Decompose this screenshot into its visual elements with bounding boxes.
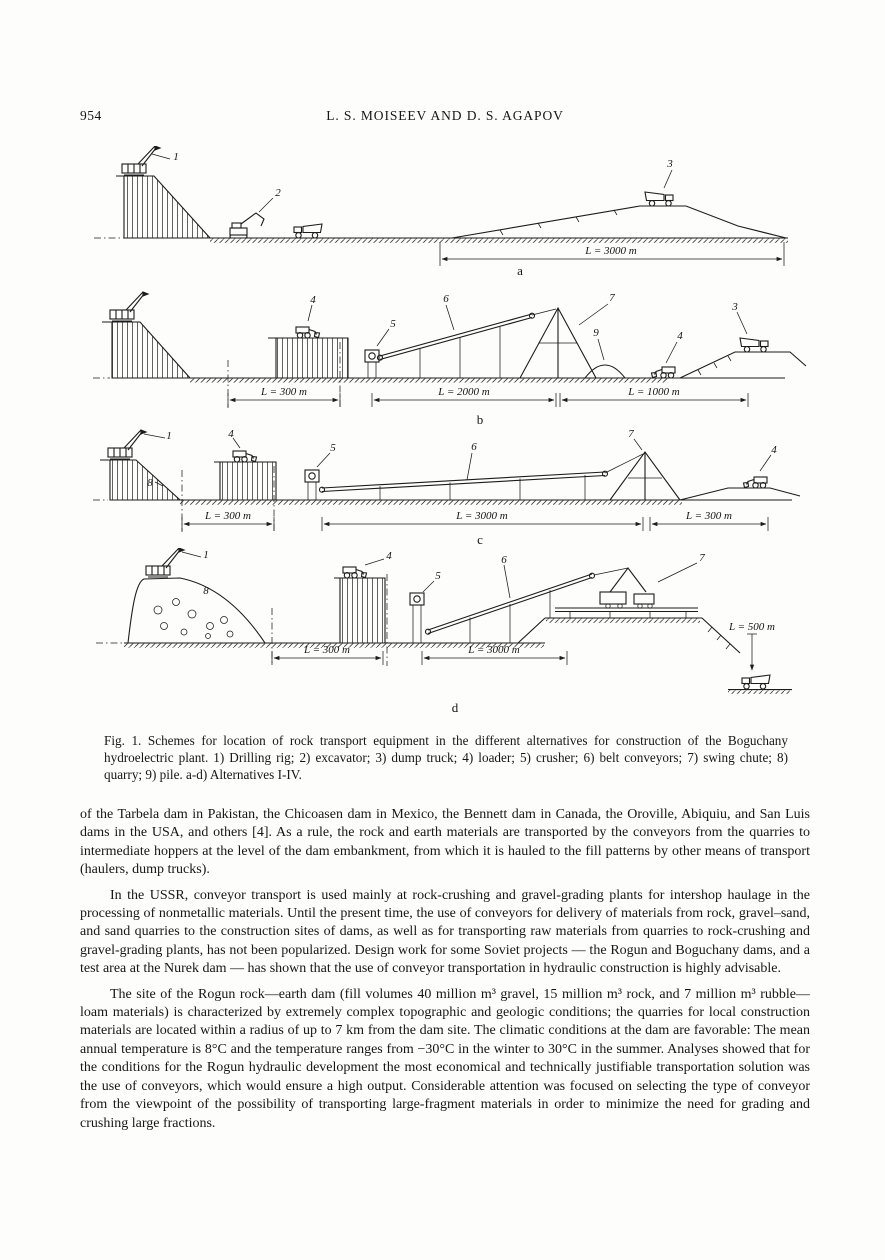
scheme-label: d [451,700,459,715]
callout-4 [365,550,392,565]
loader [652,367,676,378]
dimension-1 [440,242,784,266]
belt-conveyor [378,313,535,378]
svg-text:8: 8 [203,585,209,597]
callout-4b [666,330,683,363]
svg-text:4: 4 [677,330,683,342]
crusher-supports [308,482,316,500]
loader [744,477,768,488]
paragraph-3: The site of the Rogun rock—earth dam (fill volumes 40 million m³ gravel, 15 million m³ rock, and 7 million m³ rubble—loam materials) is characterized by extremely complex topographic and geologic conditions; the quarries for local construction materials are located within a radius of up to 7 km from the dam site. The climatic conditions at the dam are favorable: The mean annual temperature is 8°C and the temperature ranges from −30°C in the winter to 30°C in the summer. Analyses showed that for the conditions for the Rogun hydraulic development the most economical and technically justifiable transportation solution was the use of conveyors, which would ensure a high output. Considerable attention was focused on selecting the type of conveyor from the viewpoint of the possibility of transporting large-fragment materials in order to minimize the need for grading and crushing large fractions. [80,986,810,1131]
pile [585,365,625,378]
drilling-rig [122,146,160,175]
svg-text:L = 3000 m: L = 3000 m [456,510,508,522]
svg-text:6: 6 [501,554,507,566]
page-header [80,108,810,128]
drilling-rig [110,292,148,321]
dump-truck [740,338,768,352]
callout-5 [423,570,441,592]
callout-3 [664,158,673,188]
scheme-label: b [476,412,484,427]
crusher-supports [368,362,376,378]
figure-1 [80,146,810,783]
svg-text:1: 1 [203,549,209,561]
svg-text:4: 4 [386,550,392,562]
svg-text:6: 6 [443,293,449,305]
swing-chute [555,568,698,618]
callout-7 [658,552,705,582]
svg-text:2: 2 [275,187,281,199]
excavator [230,213,264,238]
loader [296,327,320,338]
callout-6 [501,554,510,598]
svg-text:3: 3 [732,301,738,313]
callout-5 [377,318,396,346]
svg-text:5: 5 [390,318,396,330]
crusher [410,593,424,605]
dimension-2 [372,386,556,407]
callout-1 [144,430,172,442]
belt-conveyor [320,471,608,500]
dimension-1 [182,510,274,531]
svg-text:L = 3000 m: L = 3000 m [468,644,520,656]
dimension-3 [650,510,768,531]
figure-caption: Fig. 1. Schemes for location of rock transport equipment in the different alternatives for construction of the Boguchany hydroelectric plant. 1) Drilling rig; 2) excavator; 3) dump truck; 4) loader; 5) crusher; 6) belt conveyors; 7) swing chute; 8) quarry; 9) pile. a-d) Alternatives I-IV. [104,733,788,782]
svg-text:6: 6 [471,441,477,453]
svg-text:L = 300 m: L = 300 m [303,644,351,656]
svg-text:L = 300 m: L = 300 m [260,386,308,398]
svg-text:1: 1 [173,151,179,163]
crusher-supports [413,605,421,643]
svg-text:1: 1 [166,430,172,442]
scheme-b-drawing [80,278,810,428]
dimension-1 [228,386,340,407]
svg-text:L = 300 m: L = 300 m [685,510,733,522]
callout-5 [317,442,336,467]
scheme-c-drawing [80,428,810,548]
callout-4 [308,294,316,321]
callout-4 [228,428,240,448]
svg-text:L = 2000 m: L = 2000 m [438,386,490,398]
svg-text:7: 7 [699,552,705,564]
svg-text:5: 5 [330,442,336,454]
callout-4b [760,444,777,471]
running-head: L. S. MOISEEV AND D. S. AGAPOV [326,108,564,123]
svg-text:5: 5 [435,570,441,582]
scheme-label: a [517,263,523,278]
svg-text:4: 4 [771,444,777,456]
scheme-label: c [477,532,483,547]
svg-text:4: 4 [228,428,234,440]
callout-7 [579,292,615,325]
scheme-d-drawing [80,548,810,718]
terrain [96,574,792,694]
callout-8 [203,585,209,597]
svg-text:7: 7 [609,292,615,304]
swing-chute [605,452,680,500]
crusher [305,470,319,482]
svg-text:3: 3 [667,158,673,170]
callout-1 [182,549,209,561]
loader [343,567,367,578]
svg-text:7: 7 [628,428,634,440]
callout-6 [443,293,454,330]
paragraph-1: of the Tarbela dam in Pakistan, the Chicoasen dam in Mexico, the Bennett dam in Canada, the Oroville, Abiquiu, and San Luis dams in the USA, and others [4]. As a rule, the rock and earth materials are transported by the conveyors from the quarries to intermediate hoppers at the level of the dam embankment, from which it is hauled to the fill patterns by other means of transport (haulers, dump trucks). [80,807,810,878]
callout-2 [259,187,281,212]
svg-text:L = 3000 m: L = 3000 m [585,245,637,257]
dimension-3 [560,386,748,407]
svg-text:4: 4 [310,294,316,306]
callout-9 [593,327,604,360]
article-body [80,806,810,1133]
callout-6 [467,441,477,480]
dump-truck [645,192,673,206]
d dimension-vertical-500 [728,621,775,670]
terrain [94,176,788,243]
page-number: 954 [80,108,102,123]
callout-1 [152,151,179,163]
drilling-rig [146,548,184,577]
svg-text:L = 1000 m: L = 1000 m [628,386,680,398]
dump-truck [294,224,322,238]
drilling-rig [108,430,146,459]
callout-3 [731,301,747,334]
svg-text:L = 300 m: L = 300 m [204,510,252,522]
svg-text:8: 8 [147,477,153,489]
dimension-2 [322,510,643,531]
svg-text:L = 500 m: L = 500 m [728,621,776,633]
callout-7 [628,428,642,450]
scheme-a-drawing [80,146,810,278]
quarry-stones [154,599,233,639]
loader [233,451,257,462]
paragraph-2: In the USSR, conveyor transport is used mainly at rock-crushing and gravel-grading plants for intershop haulage in the processing of nonmetallic materials. Until the present time, the use of conveyors for delivery of materials from rock, gravel–sand, and sand quarries to the construction sites of dams, as well as for transporting raw materials from quarries to rock-crushing and gravel-grading plants, has not been popularized. Design work for some Soviet projects — the Rogun and Boguchany dams, and a test area at the Nurek dam — has shown that the use of conveyor transportation in hydraulic construction is highly advisable. [80,887,810,977]
svg-text:9: 9 [593,327,599,339]
dump-truck [742,675,770,689]
crusher [365,350,379,362]
